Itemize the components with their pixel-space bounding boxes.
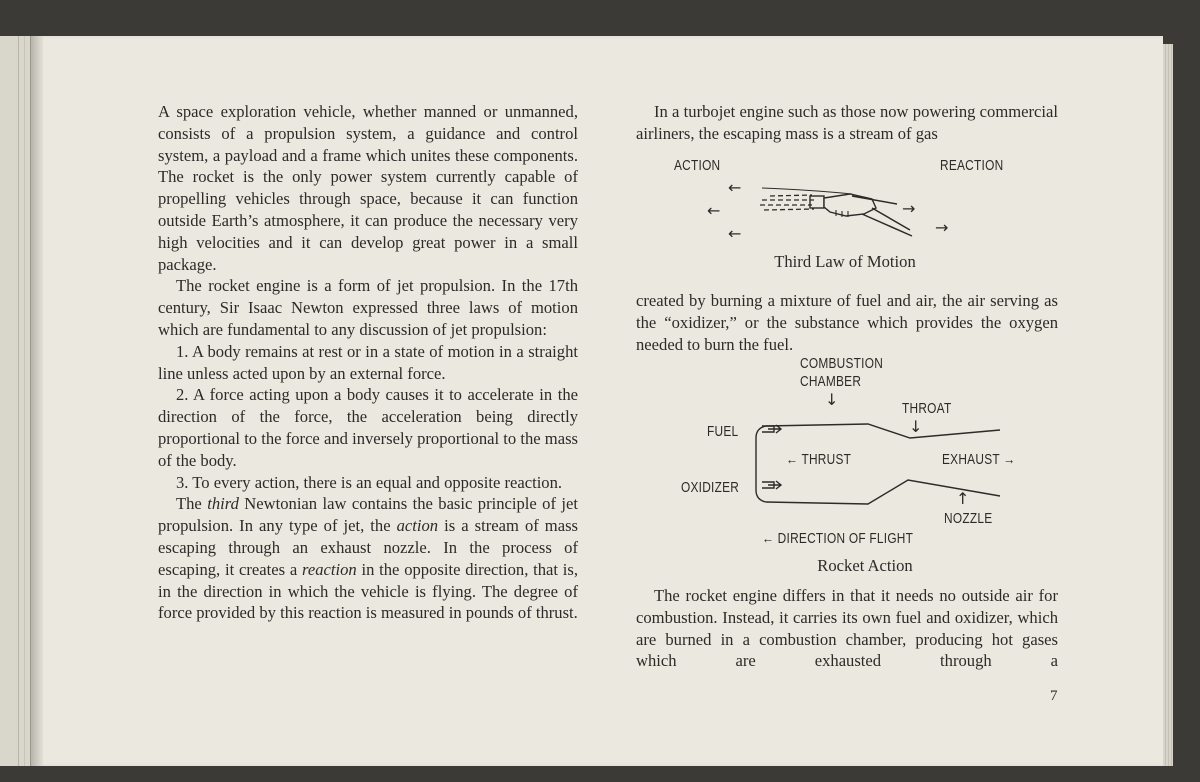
- emphasis-reaction: reaction: [301, 559, 357, 579]
- paragraph-oxidizer: created by burning a mixture of fuel and air, the air serving as the “oxidizer,” or the substance which provides the oxygen needed to burn the fuel.: [636, 291, 1058, 354]
- action-arrow-1: ←: [728, 178, 742, 197]
- newton-law-3: 3. To every action, there is an equal and opposite reaction.: [176, 472, 563, 492]
- nozzle-label: NOZZLE: [944, 511, 993, 527]
- oxidizer-label: OXIDIZER: [681, 480, 740, 496]
- chamber-arrow: ↓: [825, 390, 839, 409]
- reaction-arrow-2: →: [935, 218, 949, 237]
- hose-hand-illustration: [752, 186, 952, 246]
- action-label: ACTION: [674, 158, 721, 174]
- emphasis-action: action: [396, 516, 439, 536]
- paragraph-rocket-engine: The rocket engine differs in that it needs no outside air for combustion. Instead, it carries its own fuel and oxidizer, which are burned in a combustion chamber, producing hot gases which are exhausted through a: [636, 586, 1058, 671]
- action-arrow-2: ←: [707, 201, 721, 220]
- rocket-engine-diagram: [750, 408, 1010, 518]
- figure-caption-third-law: Third Law of Motion: [774, 252, 916, 271]
- page-number: 7: [1050, 688, 1058, 704]
- paragraph-turbojet: In a turbojet engine such as those now powering commercial airliners, the escaping mass is a stream of gas: [636, 102, 1058, 143]
- right-text-bottom: [636, 585, 1058, 672]
- emphasis-third: third: [207, 494, 239, 514]
- paragraph-third-law: The third Newtonian law contains the basic principle of jet propulsion. In any type of jet, the action is a stream of mass escaping through an exhaust nozzle. In the process of escaping, it creates a reaction in the opposite direction, that is, in the direction in which the vehicle is flying. The degree of force provided by this reaction is measured in pounds of thrust.: [158, 494, 579, 623]
- left-text-column: [158, 101, 578, 624]
- throat-label: THROAT: [902, 401, 952, 417]
- action-arrow-3: ←: [728, 224, 742, 243]
- paragraph-jet-propulsion: The rocket engine is a form of jet propulsion. In the 17th century, Sir Isaac Newton expressed three laws of motion which are fundamental to any discussion of jet propulsion:: [158, 276, 578, 339]
- nozzle-arrow: ↑: [956, 489, 970, 508]
- thrust-label: ← THRUST: [786, 452, 852, 468]
- fuel-label: FUEL: [707, 424, 739, 440]
- right-text-middle: [636, 290, 1058, 355]
- throat-arrow: ↓: [909, 417, 923, 436]
- right-text-top: [636, 101, 1058, 145]
- chamber-label: CHAMBER: [800, 374, 862, 390]
- left-page-edge: [0, 36, 31, 766]
- reaction-arrow-1: →: [902, 199, 916, 218]
- newton-law-2: 2. A force acting upon a body causes it to accelerate in the direction of the force, the acceleration being directly proportional to the force and inversely proportional to the mass of the body.: [158, 385, 578, 470]
- reaction-label: REACTION: [940, 158, 1004, 174]
- direction-of-flight-label: ← DIRECTION OF FLIGHT: [762, 531, 914, 547]
- exhaust-label: EXHAUST →: [942, 452, 1016, 468]
- page-stack-edge: [1163, 44, 1173, 766]
- combustion-label: COMBUSTION: [800, 356, 884, 372]
- paragraph-vehicle-components: A space exploration vehicle, whether manned or unmanned, consists of a propulsion system, a guidance and control system, a payload and a frame which unites these components. The rocket is the only power system currently capable of propelling vehicles through space, because it can function outside Earth’s atmosphere, it can produce the necessary very high velocities and it can develop great power in a small package.: [158, 102, 578, 274]
- figure-caption-rocket-action: Rocket Action: [817, 556, 913, 575]
- newton-law-1: 1. A body remains at rest or in a state of motion in a straight line unless acted upon by an external force.: [158, 341, 578, 383]
